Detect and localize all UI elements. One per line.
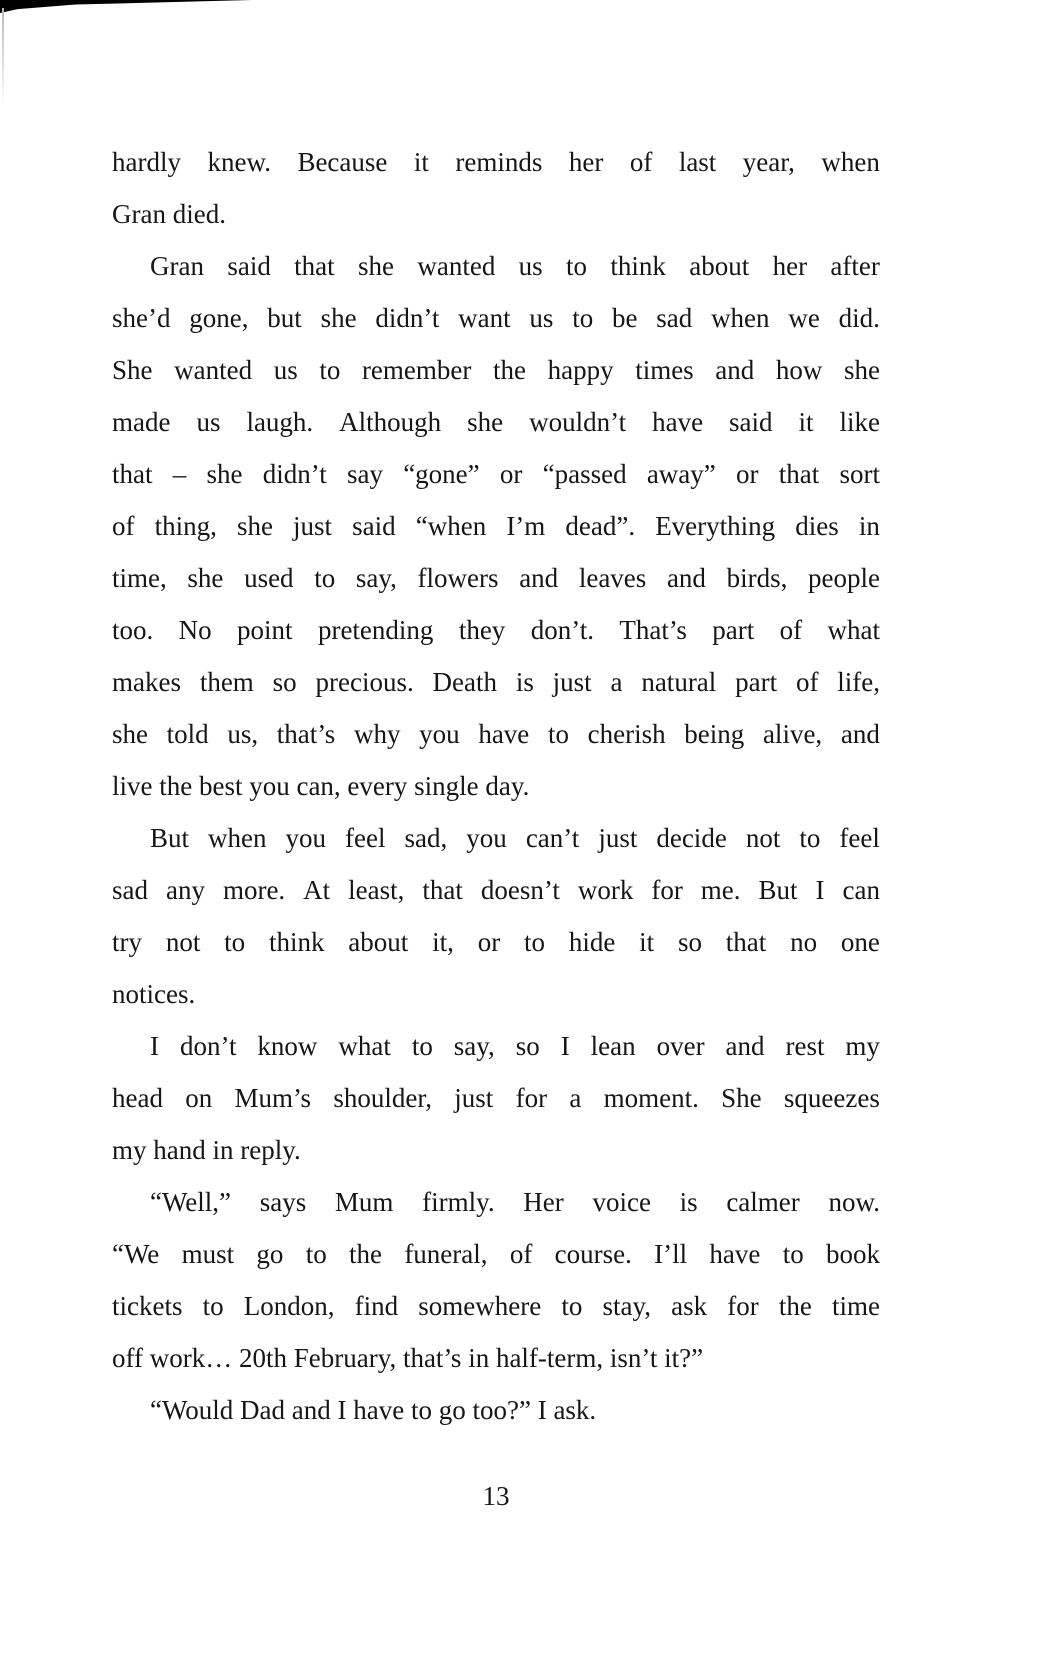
text-line: she told us, that’s why you have to cherish being alive, and	[112, 719, 880, 749]
text-line: made us laugh. Although she wouldn’t have said it like	[112, 407, 880, 437]
text-line: try not to think about it, or to hide it so that no one	[112, 927, 880, 957]
paragraph	[112, 1176, 880, 1384]
text-line: Gran said that she wanted us to think about her after	[150, 251, 880, 281]
text-line: that – she didn’t say “gone” or “passed away” or that sort	[112, 459, 880, 489]
text-line: too. No point pretending they don’t. That’s part of what	[112, 615, 880, 645]
scan-artifact-edge-line	[2, 8, 4, 108]
text-line: of thing, she just said “when I’m dead”. Everything dies in	[112, 511, 880, 541]
text-line: makes them so precious. Death is just a natural part of life,	[112, 667, 880, 697]
text-line: “We must go to the funeral, of course. I’ll have to book	[112, 1239, 880, 1269]
text-line: “Would Dad and I have to go too?” I ask.	[150, 1395, 597, 1425]
text-line: notices.	[112, 979, 196, 1009]
text-line: sad any more. At least, that doesn’t work for me. But I can	[112, 875, 880, 905]
text-line: head on Mum’s shoulder, just for a moment. She squeezes	[112, 1083, 880, 1113]
text-line: live the best you can, every single day.	[112, 771, 530, 801]
scan-artifact-wedge	[0, 0, 252, 13]
paragraph	[112, 1384, 880, 1436]
paragraph	[112, 240, 880, 812]
text-line: hardly knew. Because it reminds her of last year, when	[112, 147, 880, 177]
text-line: “Well,” says Mum firmly. Her voice is calmer now.	[150, 1187, 880, 1217]
text-line: Gran died.	[112, 199, 226, 229]
text-line: But when you feel sad, you can’t just decide not to feel	[150, 823, 880, 853]
page-text-block	[112, 136, 880, 1436]
text-line: off work… 20th February, that’s in half-term, isn’t it?”	[112, 1343, 704, 1373]
text-line: I don’t know what to say, so I lean over and rest my	[150, 1031, 880, 1061]
text-line: tickets to London, find somewhere to stay, ask for the time	[112, 1291, 880, 1321]
text-line: my hand in reply.	[112, 1135, 301, 1165]
paragraph	[112, 1020, 880, 1176]
text-line: She wanted us to remember the happy times and how she	[112, 355, 880, 385]
text-line: she’d gone, but she didn’t want us to be sad when we did.	[112, 303, 880, 333]
paragraph	[112, 136, 880, 240]
page-number: 13	[482, 1481, 510, 1511]
text-line: time, she used to say, flowers and leaves and birds, people	[112, 563, 880, 593]
paragraph	[112, 812, 880, 1020]
